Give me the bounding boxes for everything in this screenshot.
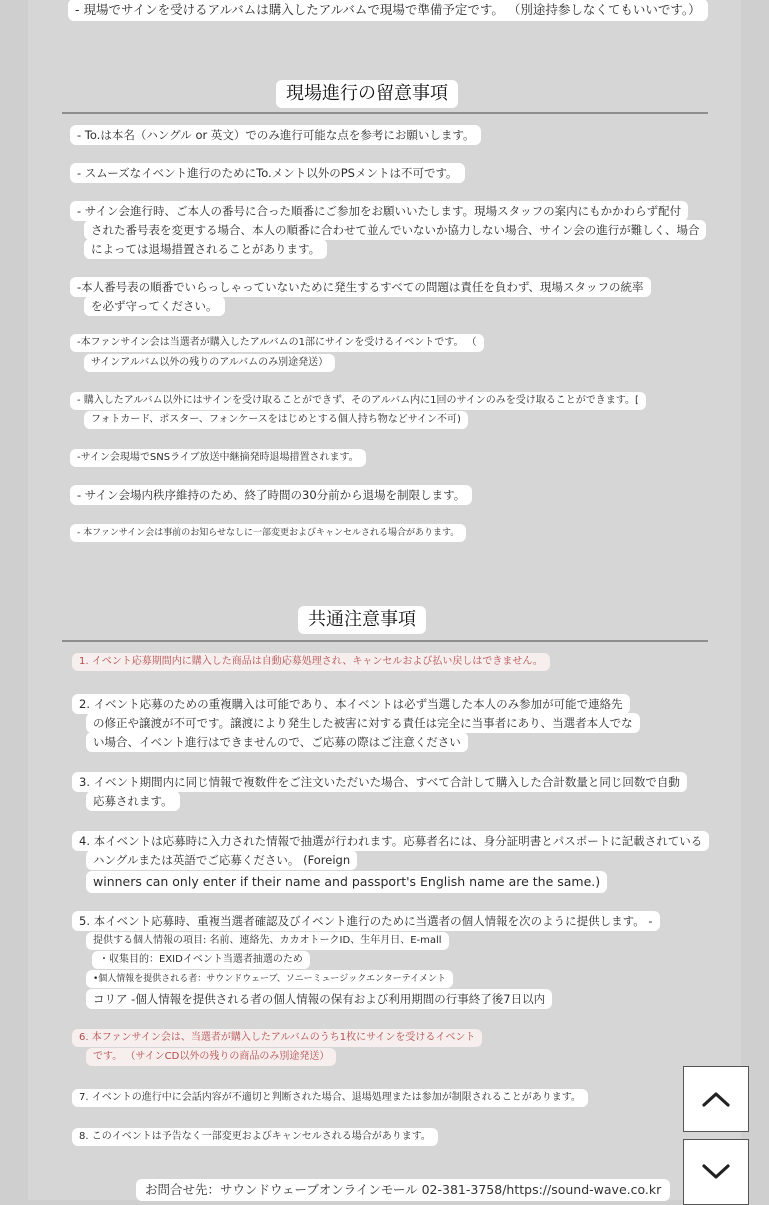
notice-line: - 購入したアルバム以外にはサインを受け取ることができず、そのアルバム内に1回のサインのみを受け取ることができます。[	[70, 392, 646, 410]
notice-line: によっては退場措置されることがあります。	[84, 239, 327, 259]
notice-line: -サイン会現場でSNSライブ放送中継摘発時退場措置されます。	[70, 449, 366, 467]
warning-line: 1. イベント応募期間内に購入した商品は自動応募処理され、キャンセルおよび払い戻しはできません。	[72, 653, 550, 671]
notice-line: 7. イベントの進行中に会話内容が不適切と判断された場合、退場処理または参加が制限されることがあります。	[72, 1089, 588, 1107]
notice-line: - 本ファンサイン会は事前のお知らせなしに一部変更およびキャンセルされる場合があります。	[70, 524, 466, 542]
notice-line: - サイン会進行時、ご本人の番号に合った順番にご参加をお願いいたします。現場スタッフの案内にもかかわらず配付	[70, 201, 688, 221]
notice-line: ・収集目的：EXIDイベント当選者抽選のため	[92, 951, 310, 969]
scroll-up-button[interactable]	[683, 1066, 749, 1132]
warning-line: です。 （サインCD以外の残りの商品のみ別途発送）	[86, 1048, 336, 1066]
notice-line: を必ず守ってください。	[84, 296, 225, 316]
section-divider	[62, 640, 708, 642]
notice-line: 8. このイベントは予告なく一部変更およびキャンセルされる場合があります。	[72, 1128, 438, 1146]
notice-line: -本ファンサイン会は当選者が購入したアルバムの1部にサインを受けるイベントです。 （	[70, 334, 484, 352]
notice-line: フォトカード、ポスター、フォンケースをはじめとする個人持ち物などサイン不可)	[84, 411, 468, 429]
notice-line: -本人番号表の順番でいらっしゃっていないために発生するすべての問題は責任を負わず、現場スタッフの統率	[70, 277, 651, 297]
notice-line: 4. 本イベントは応募時に入力された情報で抽選が行われます。応募者名には、身分証明書とパスポートに記載されている	[72, 831, 709, 851]
notice-line: 提供する個人情報の項目: 名前、連絡先、カカオトークID、生年月日、E-mall	[86, 932, 449, 950]
notice-line: - サイン会場内秩序維持のため、終了時間の30分前から退場を制限します。	[70, 485, 472, 505]
top-note: - 現場でサインを受けるアルバムは購入したアルバムで現場で準備予定です。 （別途持参しなくてもいいです。）	[68, 0, 708, 21]
section-title-common: 共通注意事項	[298, 606, 426, 634]
section-title-onsite: 現場進行の留意事項	[276, 80, 458, 108]
notice-line: - To.は本名（ハングル or 英文）でのみ進行可能な点を参考にお願いします。	[70, 125, 481, 145]
notice-line: の修正や譲渡が不可です。譲渡により発生した被害に対する責任は完全に当事者にあり、当選者本人でな	[86, 713, 640, 733]
notice-line: サインアルバム以外の残りのアルバムのみ別途発送）	[84, 354, 335, 372]
notice-line: された番号表を変更する場合、本人の順番に合わせて並んでいないか協力しない場合、サイン会の進行が難しく、場合	[84, 220, 706, 240]
notice-line: コリア -個人情報を提供される者の個人情報の保有および利用期間の行事終了後7日以内	[86, 989, 552, 1009]
chevron-down-icon	[701, 1163, 731, 1181]
notice-line: 2. イベント応募のための重複購入は可能であり、本イベントは必ず当選した本人のみ参加が可能で連絡先	[72, 694, 630, 714]
notice-line: - スムーズなイベント進行のためにTo.メント以外のPSメントは不可です。	[70, 163, 465, 183]
scroll-down-button[interactable]	[683, 1139, 749, 1205]
notice-line: い場合、イベント進行はできませんので、ご応募の際はご注意ください	[86, 732, 468, 752]
notice-line: winners can only enter if their name and passport's English name are the same.)	[86, 871, 607, 893]
notice-line: •個人情報を提供される者：サウンドウェーブ、ソニーミュージックエンターテイメント	[86, 970, 453, 988]
warning-line: 6. 本ファンサイン会は、当選者が購入したアルバムのうち1枚にサインを受けるイベント	[72, 1029, 482, 1047]
section-divider	[62, 112, 708, 114]
chevron-up-icon	[701, 1090, 731, 1108]
notice-line: 5. 本イベント応募時、重複当選者確認及びイベント進行のために当選者の個人情報を次のように提供します。 -	[72, 911, 660, 931]
notice-line: 応募されます。	[86, 791, 180, 811]
notice-line: 3. イベント期間内に同じ情報で複数件をご注文いただいた場合、すべて合計して購入した合計数量と同じ回数で自動	[72, 772, 687, 792]
contact-info: お問合せ先：サウンドウェーブオンラインモール 02-381-3758/https://sound-wave.co.kr	[136, 1179, 670, 1201]
notice-line: ハングルまたは英語でご応募ください。 (Foreign	[86, 850, 357, 870]
